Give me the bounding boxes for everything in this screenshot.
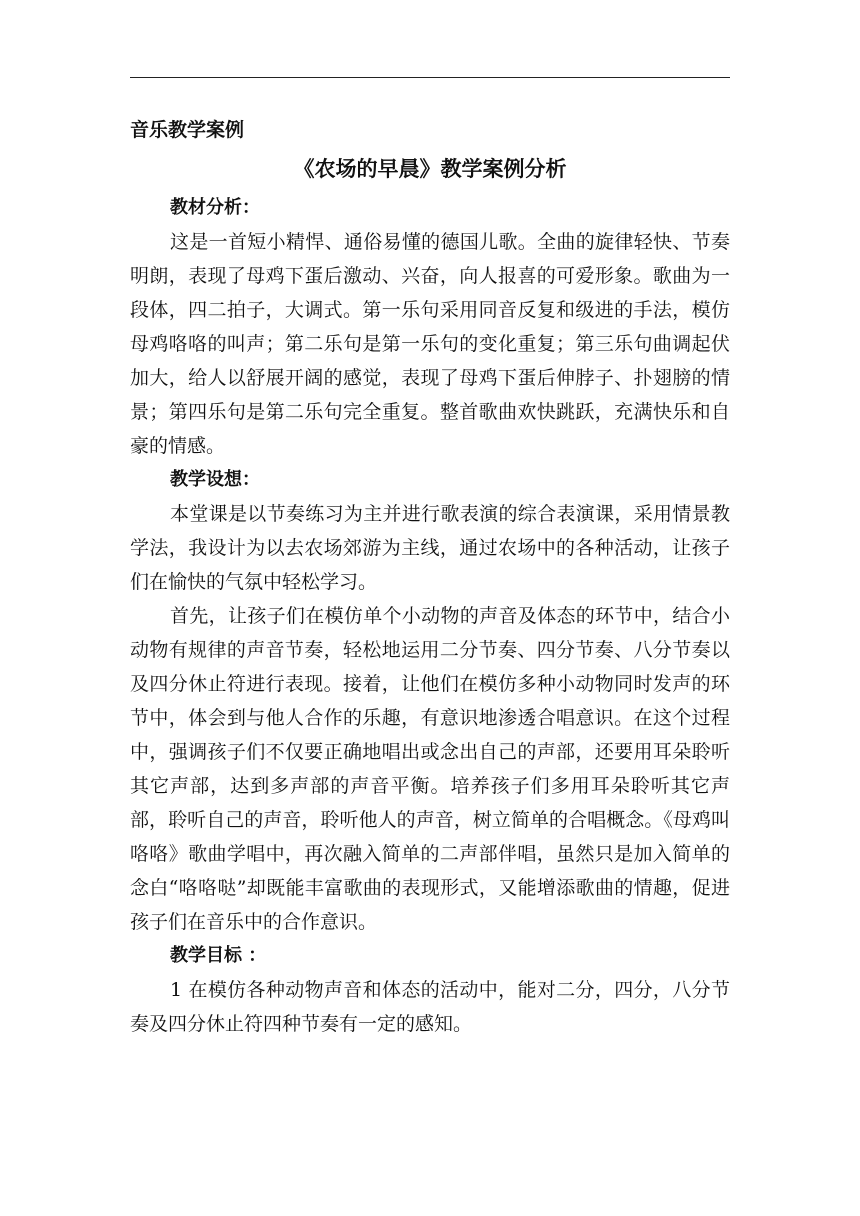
header-rule: [130, 77, 730, 78]
paragraph: 1 在模仿各种动物声音和体态的活动中，能对二分，四分，八分节奏及四分休止符四种节奏有一定的感知。: [130, 979, 730, 1035]
section-heading: 教学设想：: [170, 469, 260, 490]
paragraph: 本堂课是以节奏练习为主并进行歌表演的综合表演课，采用情景教学法，我设计为以去农场郊游为主线，通过农场中的各种活动，让孩子们在愉快的气氛中轻松学习。: [130, 503, 730, 593]
paragraph: 这是一首短小精悍、通俗易懂的德国儿歌。全曲的旋律轻快、节奏明朗，表现了母鸡下蛋后激动、兴奋，向人报喜的可爱形象。歌曲为一段体，四二拍子，大调式。第一乐句采用同音反复和级进的手法，模仿母鸡咯咯的叫声；第二乐句是第一乐句的变化重复；第三乐句曲调起伏加大，给人以舒展开阔的感觉，表现了母鸡下蛋后伸脖子、扑翅膀的情景；第四乐句是第二乐句完全重复。整首歌曲欢快跳跃，充满快乐和自豪的情感。: [130, 231, 730, 457]
section-heading: 教材分析：: [170, 197, 260, 218]
document-body: [130, 113, 730, 1041]
section-material-analysis: [130, 191, 730, 463]
section-teaching-goals: [130, 939, 730, 1041]
document-title: 《农场的早晨》教学案例分析: [293, 157, 567, 181]
section-teaching-concept: [130, 463, 730, 939]
paragraph: 首先，让孩子们在模仿单个小动物的声音及体态的环节中，结合小动物有规律的声音节奏，轻松地运用二分节奏、四分节奏、八分节奏以及四分休止符进行表现。接着，让他们在模仿多种小动物同时发声的环节中，体会到与他人合作的乐趣，有意识地渗透合唱意识。在这个过程中，强调孩子们不仅要正确地唱出或念出自己的声部，还要用耳朵聆听其它声部，达到多声部的声音平衡。培养孩子们多用耳朵聆听其它声部，聆听自己的声音，聆听他人的声音，树立简单的合唱概念。《母鸡叫咯咯》歌曲学唱中，再次融入简单的二声部伴唱，虽然只是加入简单的念白“咯咯哒”却既能丰富歌曲的表现形式，又能增添歌曲的情趣，促进孩子们在音乐中的合作意识。: [130, 605, 730, 933]
document-category: 音乐教学案例: [130, 119, 245, 141]
section-heading: 教学目标 ：: [170, 945, 267, 966]
